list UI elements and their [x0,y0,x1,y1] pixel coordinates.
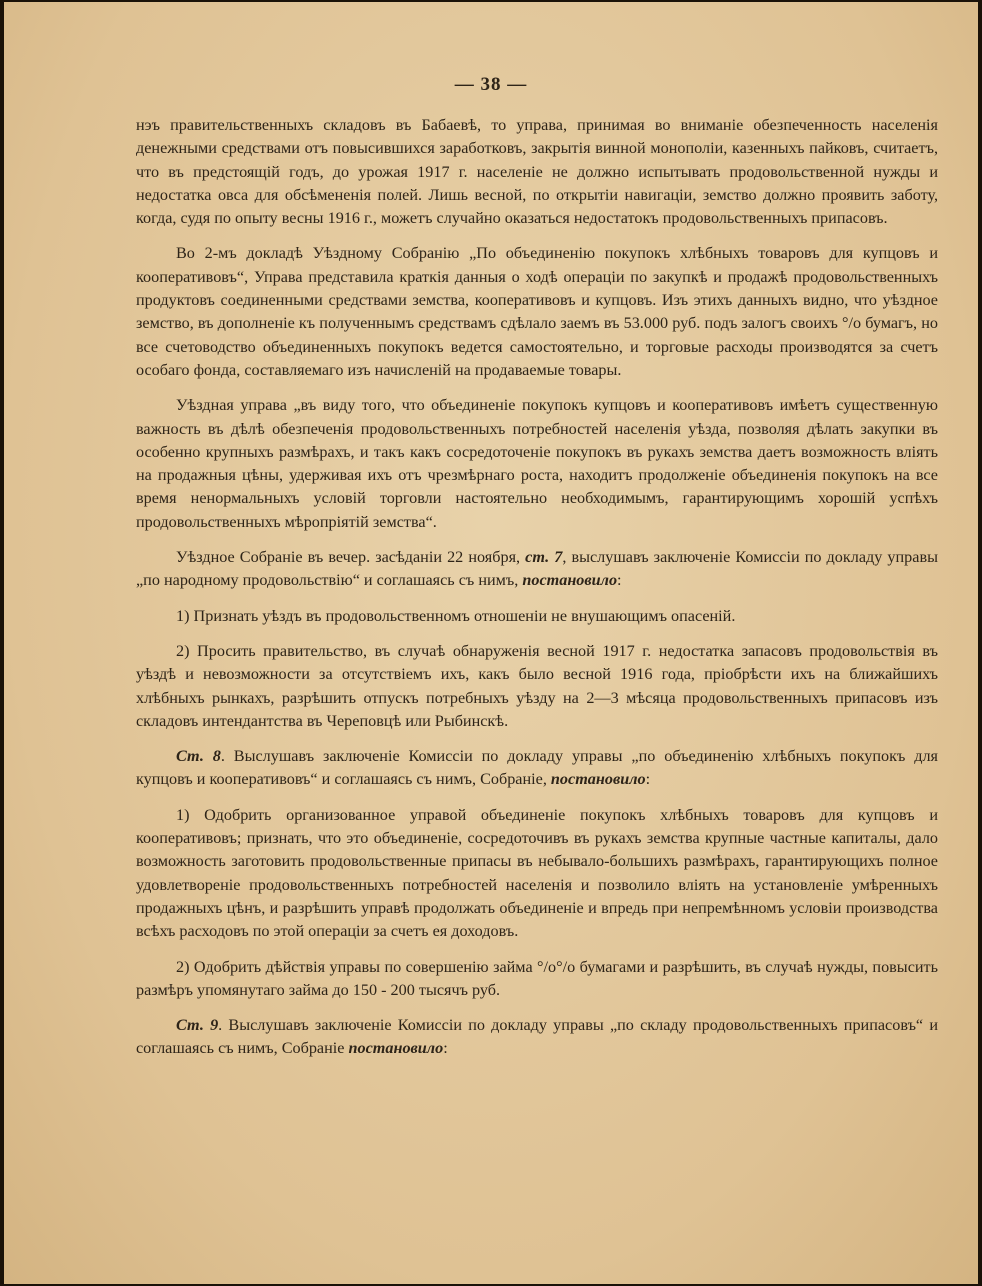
document-page [4,2,978,1284]
paragraph-p6 [136,640,938,733]
italic-term: Ст. 8 [176,747,221,766]
paragraph-text: : [645,770,651,789]
italic-term: Ст. 9 [176,1016,219,1035]
paragraph-p1 [136,114,938,230]
paragraph-text: 1) Одобрить организованное управой объединеніе покупокъ хлѣбныхъ товаровъ для купцовъ и кооперативовъ; признать, что это объединеніе, сосредоточивъ въ рукахъ земства крупные частные капиталы, дало возможность заготовить продовольственные припасы въ небывало-большихъ размѣрахъ, гарантирующихъ полное удовлетвореніе продовольственныхъ потребностей населенія и позволило вліять на установленіе умѣренныхъ продажныхъ цѣнъ, и разрѣшить управѣ продолжать объединеніе и впредь при непремѣнномъ условіи производства всѣхъ расходовъ по этой операціи за счетъ ея доходовъ. [136,805,938,941]
paragraph-text: Уѣздная управа „въ виду того, что объединеніе покупокъ купцовъ и кооперативовъ имѣетъ существенную важность въ дѣлѣ обезпеченія продовольственныхъ потребностей населенія уѣзда, позволяя дѣлать закупки въ особенно крупныхъ размѣрахъ, и такъ какъ сосредоточеніе покупокъ въ рукахъ земства даетъ возможность вліять на продажныя цѣны, удерживая ихъ отъ чрезмѣрнаго роста, находитъ продолженіе объединенія покупокъ на все время ненормальныхъ условій торговли настоятельно необходимымъ, гарантирующимъ хорошій успѣхъ продовольственныхъ мѣропріятій земства“. [136,396,938,531]
page-number: — 38 — [454,74,528,95]
paragraph-p9 [136,956,938,1003]
paragraph-p5 [136,605,938,628]
paragraph-text: Во 2-мъ докладѣ Уѣздному Собранію „По объединенію покупокъ хлѣбныхъ товаровъ для купцовъ и кооперативовъ“, Управа представила краткія данныя о ходѣ операціи по закупкѣ и продажѣ продовольственныхъ продуктовъ соединенными средствами земства, кооперативовъ и купцовъ. Изъ этихъ данныхъ видно, что уѣздное земство, въ дополненіе къ полученнымъ средствамъ сдѣлало заемъ въ 53.000 руб. подъ залогъ своихъ °/о бумагъ, но все счетоводство объединенныхъ покупокъ ведется самостоятельно, и торговые расходы производятся за счетъ особаго фонда, составляемаго изъ начисленій на продаваемые товары. [136,244,938,379]
paragraph-p4 [136,546,938,593]
paragraph-text: нэъ правительственныхъ складовъ въ Бабаевѣ, то управа, принимая во вниманіе обезпеченность населенія денежными средствами отъ повысившихся заработковъ, закрытія винной монополіи, казенныхъ пайковъ, считаетъ, что въ предстоящій годъ, до урожая 1917 г. населеніе не должно испытывать продовольственной нужды и недостатка овса для обсѣмененія полей. Лишь весной, по открытіи навигаціи, земство должно проявить заботу, когда, судя по опыту весны 1916 г., можетъ случайно оказаться недостатокъ продовольственныхъ припасовъ. [136,116,938,228]
paragraph-text: . Выслушавъ заключеніе Комиссіи по докладу управы „по складу продовольственныхъ припасовъ“ и соглашаясь съ нимъ, Собраніе [136,1016,938,1058]
paragraph-text: : [443,1039,448,1058]
paragraph-p3 [136,394,938,534]
italic-term: ст. 7 [525,548,563,567]
paragraph-text: , выслушавъ заключеніе Комиссіи по докладу управы „по народному продовольствію“ и соглашаясь съ нимъ, [136,548,938,590]
paragraph-text: 1) Признать уѣздъ въ продовольственномъ отношеніи не внушающимъ опасеній. [176,606,736,625]
italic-term: постановило [522,571,618,590]
paragraph-p10 [136,1014,938,1061]
italic-term: постановило [348,1039,444,1058]
paragraph-text: Уѣздное Собраніе въ вечер. засѣданіи 22 ноября, [176,548,526,567]
paragraph-text: . Выслушавъ заключеніе Комиссіи по докладу управы „по объединенію хлѣбныхъ покупокъ для купцовъ и кооперативовъ“ и соглашаясь съ нимъ, Собраніе, [136,747,938,789]
paragraph-text: 2) Просить правительство, въ случаѣ обнаруженія весной 1917 г. недостатка запасовъ продовольствія въ уѣздѣ и невозможности за отсутствіемъ ихъ, какъ было весной 1916 года, пріобрѣсти ихъ на ближайшихъ хлѣбныхъ рынкахъ, разрѣшить отпускъ потребныхъ уѣзду на 2—3 мѣсяца продовольственныхъ припасовъ изъ складовъ интендантства въ Череповцѣ или Рыбинскѣ. [136,641,938,730]
italic-term: постановило [550,770,646,789]
paragraph-text: 2) Одобрить дѣйствія управы по совершенію займа °/о°/о бумагами и разрѣшить, въ случаѣ нужды, повысить размѣръ упомянутаго займа до 150 - 200 тысячъ руб. [136,957,938,999]
paragraph-text: : [617,571,622,590]
paragraph-p8 [136,804,938,944]
document-body [136,114,938,1073]
paragraph-p7 [136,745,938,792]
paragraph-p2 [136,242,938,382]
